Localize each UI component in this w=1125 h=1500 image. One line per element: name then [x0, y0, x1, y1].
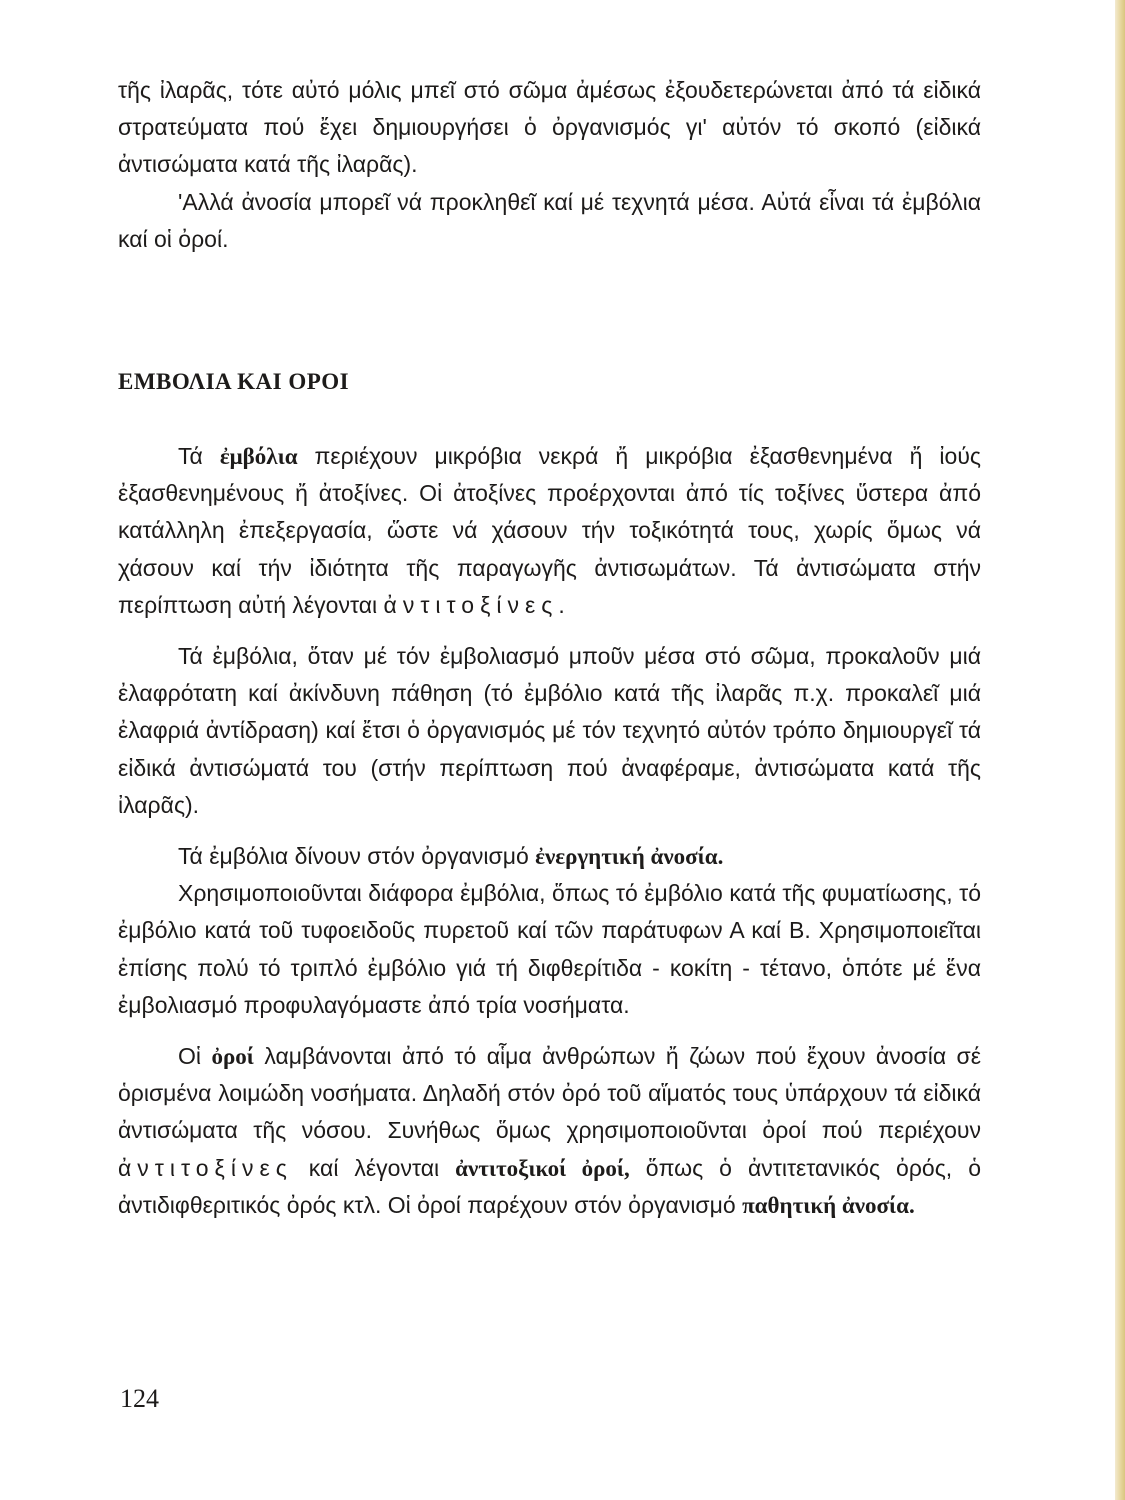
paragraph-vaccines-definition: [118, 438, 981, 624]
term-antitoxins: ἀντιτοξίνες: [118, 1154, 293, 1181]
term-serums: ὀροί: [211, 1044, 254, 1070]
text-run: περιέχουν μικρόβια νεκρά ἤ μικρόβια ἐξασθενημένα ἤ ἰούς ἐξασθενημένους ἤ ἀτοξίνες. Οἱ ἀτοξίνες προέρχονται ἀπό τίς τοξίνες ὕστερα ἀπό κατάλληλη ἐπεξεργασία, ὥστε νά χάσουν τήν τοξικότητά τους, χωρίς ὅμως νά χάσουν καί τήν ἰδιότητα τῆς παραγωγῆς ἀντισωμάτων. Τά ἀντισώματα στήν περίπτωση αὐτή λέγονται: [118, 443, 981, 618]
page-edge: [1115, 0, 1125, 1500]
term-vaccines: ἐμβόλια: [219, 444, 298, 470]
paragraph-continuation: τῆς ἰλαρᾶς, τότε αὐτό μόλις μπεῖ στό σῶμα ἀμέσως ἐξουδετερώνεται ἀπό τά εἰδικά στρατεύματα πού ἔχει δημιουργήσει ὁ ὀργανισμός γι' αὐτόν τό σκοπό (εἰδικά ἀντισώματα κατά τῆς ἰλαρᾶς).: [118, 77, 981, 178]
section-heading: ΕΜΒΟΛΙΑ ΚΑΙ ΟΡΟΙ: [118, 369, 350, 395]
paragraph-serums: [118, 1038, 981, 1224]
text-run: λαμβάνονται ἀπό τό αἷμα ἀνθρώπων ἤ ζώων πού ἔχουν ἀνοσία σέ ὁρισμένα λοιμώδη νοσήματα. Δηλαδή στόν ὀρό τοῦ αἵματός τους ὑπάρχουν τά εἰδικά ἀντισώματα τῆς νόσου. Συνήθως ὅμως χρησιμοποιοῦνται ὀροί πού περιέχουν: [118, 1043, 982, 1144]
page-number: 124: [120, 1384, 159, 1413]
term-passive-immunity: παθητική ἀνοσία.: [742, 1192, 915, 1218]
term-antitoxic-serums: ἀντιτοξικοί ὀροί,: [455, 1155, 630, 1181]
text-run: καί λέγονται: [292, 1154, 456, 1181]
paragraph-artificial-immunity: 'Αλλά ἀνοσία μπορεῖ νά προκληθεῖ καί μέ τεχνητά μέσα. Αὐτά εἶναι τά ἐμβόλια καί οἱ ὀροί.: [118, 188, 981, 252]
text-run: Τά ἐμβόλια δίνουν στόν ὀργανισμό: [178, 843, 536, 870]
term-antitoxins: ἀντιτοξίνες: [383, 591, 559, 618]
paragraph-vaccination-effect: Τά ἐμβόλια, ὅταν μέ τόν ἐμβολιασμό μποῦν μέσα στό σῶμα, προκαλοῦν μιά ἐλαφρότατη καί ἀκίνδυνη πάθηση (τό ἐμβόλιο κατά τῆς ἰλαρᾶς π.χ. προκαλεῖ μιά ἐλαφριά ἀντίδραση) καί ἔτσι ὁ ὀργανισμός μέ τόν τεχνητό αὐτόν τρόπο δημιουργεῖ τά εἰδικά ἀντισώματά του (στήν περίπτωση πού ἀναφέραμε, ἀντισώματα κατά τῆς ἰλαρᾶς).: [118, 643, 981, 818]
page-content: [118, 72, 981, 1224]
term-active-immunity: ἐνεργητική ἀνοσία.: [535, 844, 724, 870]
text-run: ὅπως ὁ ἀντιτετανικός ὀρός, ὁ ἀντιδιφθεριτικός ὀρός κτλ. Οἱ ὀροί παρέχουν στόν ὀργανισμό: [118, 1154, 981, 1218]
paragraph-active-immunity: [118, 838, 981, 875]
text-run: .: [558, 591, 565, 618]
text-run: Οἱ: [178, 1043, 212, 1070]
text-run: Τά: [178, 443, 220, 470]
paragraph-vaccine-types: Χρησιμοποιοῦνται διάφορα ἐμβόλια, ὅπως τό ἐμβόλιο κατά τῆς φυματίωσης, τό ἐμβόλιο κατά τοῦ τυφοειδοῦς πυρετοῦ καί τῶν παράτυφων Α καί Β. Χρησιμοποιεῖται ἐπίσης πολύ τό τριπλό ἐμβόλιο γιά τή διφθερίτιδα - κοκίτη - τέτανο, ὁπότε μέ ἕνα ἐμβολιασμό προφυλαγόμαστε ἀπό τρία νοσήματα.: [118, 880, 981, 1018]
